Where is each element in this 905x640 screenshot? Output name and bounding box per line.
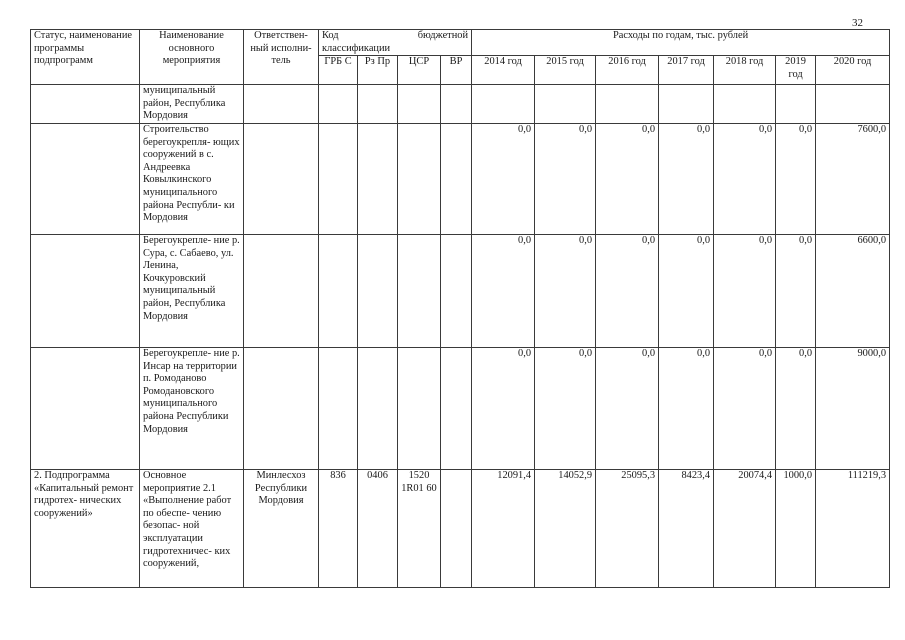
budget-table: [30, 29, 890, 588]
cell-value: [472, 85, 535, 124]
header-budget-code: [319, 30, 472, 56]
header-code-right: бюджетной: [417, 30, 469, 41]
header-year: 2015 год: [535, 56, 596, 85]
cell-value: 0,0: [776, 234, 816, 347]
table-header: [31, 30, 890, 85]
page-number: 32: [852, 17, 863, 29]
header-responsible: Ответствен- ный исполни- тель: [244, 30, 319, 85]
cell-value: [776, 85, 816, 124]
table-row: [31, 469, 890, 587]
cell-rzpr: [358, 234, 398, 347]
cell-csr: 1520 1R01 60: [398, 469, 441, 587]
cell-value: 0,0: [596, 347, 659, 469]
cell-grbs: [319, 347, 358, 469]
header-year: 2018 год: [714, 56, 776, 85]
cell-value: 0,0: [776, 347, 816, 469]
cell-csr: [398, 85, 441, 124]
cell-status: 2. Подпрограмма «Капитальный ремонт гидротех- нических сооружений»: [31, 469, 140, 587]
cell-csr: [398, 347, 441, 469]
cell-responsible: [244, 85, 319, 124]
cell-status: [31, 234, 140, 347]
header-year: 2019 год: [776, 56, 816, 85]
cell-value: 0,0: [472, 347, 535, 469]
header-year: 2017 год: [659, 56, 714, 85]
cell-value: 0,0: [776, 123, 816, 234]
cell-value: 0,0: [472, 123, 535, 234]
cell-value: 0,0: [472, 234, 535, 347]
table-row: [31, 123, 890, 234]
cell-vr: [441, 85, 472, 124]
cell-name: Берегоукрепле- ние р. Инсар на территории п. Ромоданово Ромодановского муниципального района Республики Мордовия: [140, 347, 244, 469]
cell-value: 25095,3: [596, 469, 659, 587]
cell-value: 0,0: [596, 123, 659, 234]
cell-vr: [441, 469, 472, 587]
cell-value: 0,0: [535, 123, 596, 234]
cell-value: 6600,0: [816, 234, 890, 347]
cell-grbs: [319, 85, 358, 124]
cell-value: 0,0: [714, 347, 776, 469]
header-year: 2014 год: [472, 56, 535, 85]
cell-value: 20074,4: [714, 469, 776, 587]
cell-status: [31, 85, 140, 124]
header-name: Наименование основного мероприятия: [140, 30, 244, 85]
cell-vr: [441, 123, 472, 234]
cell-name: Строительство берегоукрепля- ющих сооружений в с. Андреевка Ковылкинского муниципального района Республи- ки Мордовия: [140, 123, 244, 234]
cell-name: Берегоукрепле- ние р. Сура, с. Сабаево, ул. Ленина, Кочкуровский муниципальный район, Республика Мордовия: [140, 234, 244, 347]
cell-value: 7600,0: [816, 123, 890, 234]
header-expenses: Расходы по годам, тыс. рублей: [472, 30, 890, 56]
cell-value: 0,0: [659, 123, 714, 234]
cell-value: [816, 85, 890, 124]
cell-status: [31, 347, 140, 469]
table-row: [31, 85, 890, 124]
cell-value: 0,0: [535, 347, 596, 469]
cell-vr: [441, 347, 472, 469]
cell-value: 8423,4: [659, 469, 714, 587]
cell-value: 0,0: [596, 234, 659, 347]
cell-value: 1000,0: [776, 469, 816, 587]
cell-rzpr: 0406: [358, 469, 398, 587]
header-year: 2020 год: [816, 56, 890, 85]
table-row: [31, 347, 890, 469]
cell-value: 14052,9: [535, 469, 596, 587]
header-status: Статус, наименование программы подпрограмм: [31, 30, 140, 85]
table-body: [31, 85, 890, 588]
cell-responsible: [244, 347, 319, 469]
cell-name: Основное мероприятие 2.1 «Выполнение работ по обеспе- чению безопас- ной эксплуатации гидротехничес- ких сооружений,: [140, 469, 244, 587]
cell-grbs: [319, 234, 358, 347]
cell-grbs: 836: [319, 469, 358, 587]
header-rzpr: Рз Пр: [358, 56, 398, 85]
header-grbs: ГРБ С: [319, 56, 358, 85]
cell-value: 0,0: [535, 234, 596, 347]
cell-value: 111219,3: [816, 469, 890, 587]
cell-responsible: [244, 234, 319, 347]
header-code-left: Код: [322, 30, 339, 41]
cell-rzpr: [358, 85, 398, 124]
cell-value: [596, 85, 659, 124]
cell-rzpr: [358, 347, 398, 469]
header-year: 2016 год: [596, 56, 659, 85]
cell-value: [659, 85, 714, 124]
cell-responsible: [244, 123, 319, 234]
table-row: [31, 234, 890, 347]
cell-name: муниципальный район, Республика Мордовия: [140, 85, 244, 124]
header-vr: ВР: [441, 56, 472, 85]
cell-value: 0,0: [714, 234, 776, 347]
cell-value: 0,0: [659, 347, 714, 469]
cell-rzpr: [358, 123, 398, 234]
cell-value: [714, 85, 776, 124]
cell-value: 0,0: [659, 234, 714, 347]
cell-value: 12091,4: [472, 469, 535, 587]
cell-vr: [441, 234, 472, 347]
header-code-bottom: классификации: [322, 42, 391, 54]
cell-csr: [398, 123, 441, 234]
cell-value: 0,0: [714, 123, 776, 234]
header-csr: ЦСР: [398, 56, 441, 85]
cell-status: [31, 123, 140, 234]
cell-responsible: Минлесхоз Республики Мордовия: [244, 469, 319, 587]
cell-grbs: [319, 123, 358, 234]
cell-csr: [398, 234, 441, 347]
cell-value: 9000,0: [816, 347, 890, 469]
cell-value: [535, 85, 596, 124]
